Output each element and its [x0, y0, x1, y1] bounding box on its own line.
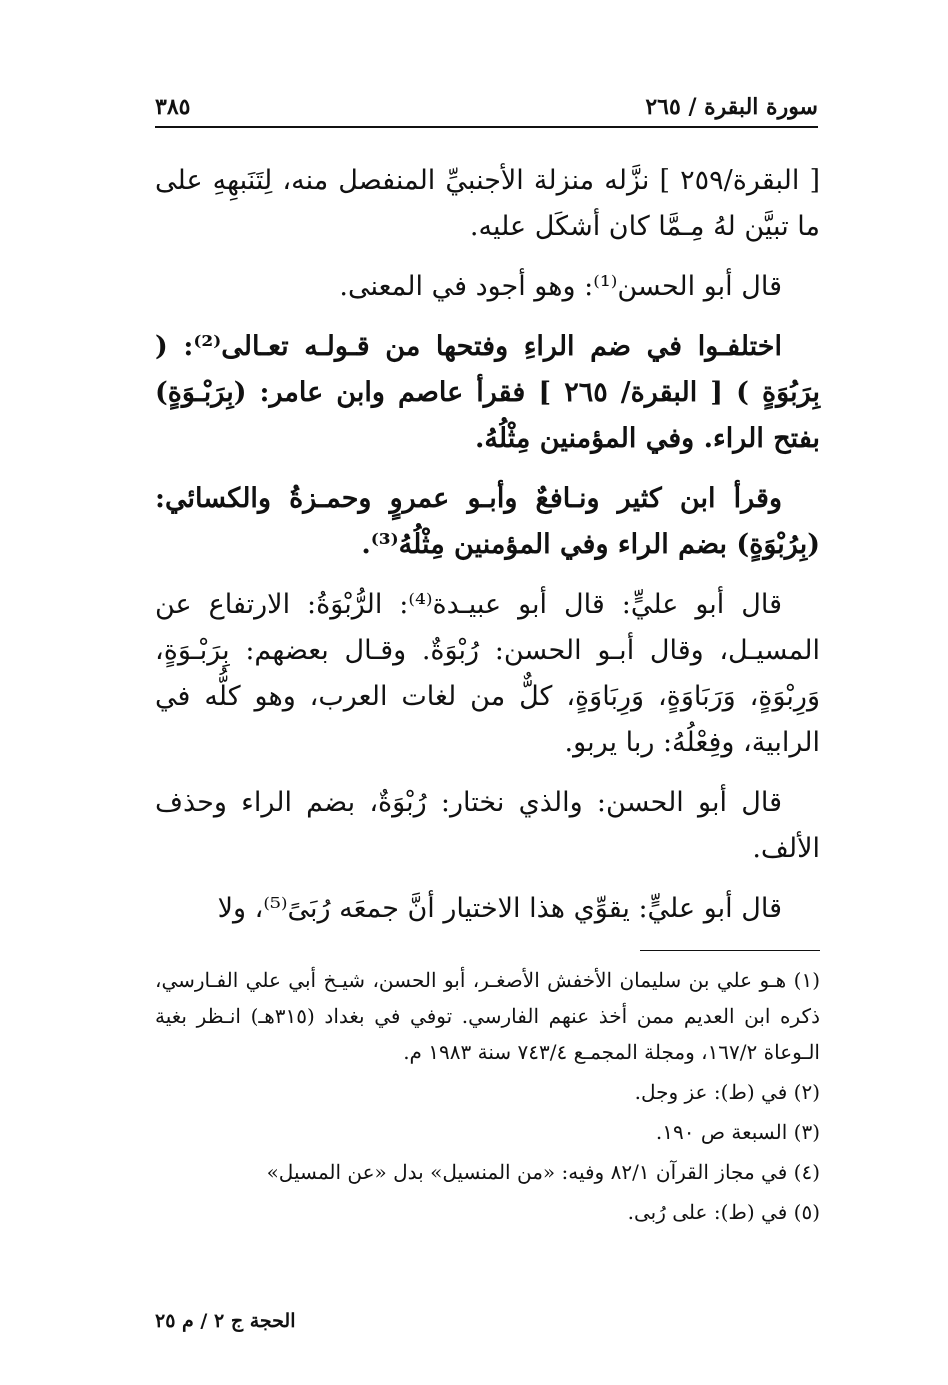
paragraph: [ البقرة/٢٥٩ ] نزَّله منزلة الأجنبيِّ المنفصل منه، لِتَنَبهِهِ على ما تبيَّن لهُ مِـمَّا كان أشكَل عليه.: [155, 165, 820, 242]
footnotes: [155, 962, 820, 1234]
footnote: (٢) في (ط): عز وجل.: [634, 1080, 820, 1104]
paragraph: قال أبو عليٍّ: قال أبو عبيـدة⁽⁴⁾: الرُّبْوَةُ: الارتفاع عن المسيـل، وقال أبـو الحسن: رُبْوَةٌ. وقـال بعضهم: بِرَبْـوَةٍ، وَرِبْوَةٍ، وَرَبَاوَةٍ، وَرِبَاوَةٍ، كلٌّ من لغات العرب، وهو كلُّه في الرابية، وفِعْلُهُ: ربا يربو.: [155, 589, 820, 758]
footnote: (٥) في (ط): على رُبى.: [627, 1200, 820, 1224]
printer-signature: الحجة ج ٢ / م ٢٥: [155, 1310, 296, 1332]
paragraph: قال أبو الحسن⁽¹⁾: وهو أجود في المعنى.: [339, 271, 782, 302]
footnote: (١) هـو علي بن سليمان الأخفش الأصغـر، أبو الحسن، شيـخ أبي علي الفـارسي، ذكره ابن العديم ممن أخذ عنهم الفارسي. توفي في بغداد (٣١٥هـ) انـظر بغية الـوعاة ١٦٧/٢، ومجلة المجمـع ٧٤٣/٤ سنة ١٩٨٣ م.: [155, 968, 820, 1064]
paragraph: قال أبو عليٍّ: يقوِّي هذا الاختيار أنَّ جمعَه رُبَىً⁽⁵⁾، ولا: [217, 893, 782, 924]
page-header: [155, 88, 818, 128]
page-number: ٣٨٥: [155, 94, 191, 120]
footnote-separator: [640, 950, 820, 951]
paragraph-bold: اختلفـوا في ضم الراءِ وفتحها من قـولـه تعـالى⁽²⁾: ( بِرَبُوَةٍ ) [ البقرة/ ٢٦٥ ] فقرأ عاصم وابن عامر: (بِرَبْـوَةٍ) بفتح الراء. وفي المؤمنين مِثْلُهُ.: [155, 331, 821, 454]
paragraph-bold: وقرأ ابن كثير ونـافعٌ وأبـو عمروٍ وحمـزةُ والكسائي: (بِرُبْوَةٍ) بضم الراء وفي المؤمنين مِثْلُهُ⁽³⁾.: [155, 483, 820, 560]
main-text: [155, 158, 820, 946]
paragraph: قال أبو الحسن: والذي نختار: رُبْوَةٌ، بضم الراء وحذف الألف.: [155, 787, 820, 864]
footnote: (٤) في مجاز القرآن ٨٢/١ وفيه: «من المنسيل» بدل «عن المسيل»: [266, 1160, 820, 1184]
running-title: سورة البقرة / ٢٦٥: [645, 94, 818, 120]
footnote: (٣) السبعة ص ١٩٠.: [655, 1120, 820, 1144]
